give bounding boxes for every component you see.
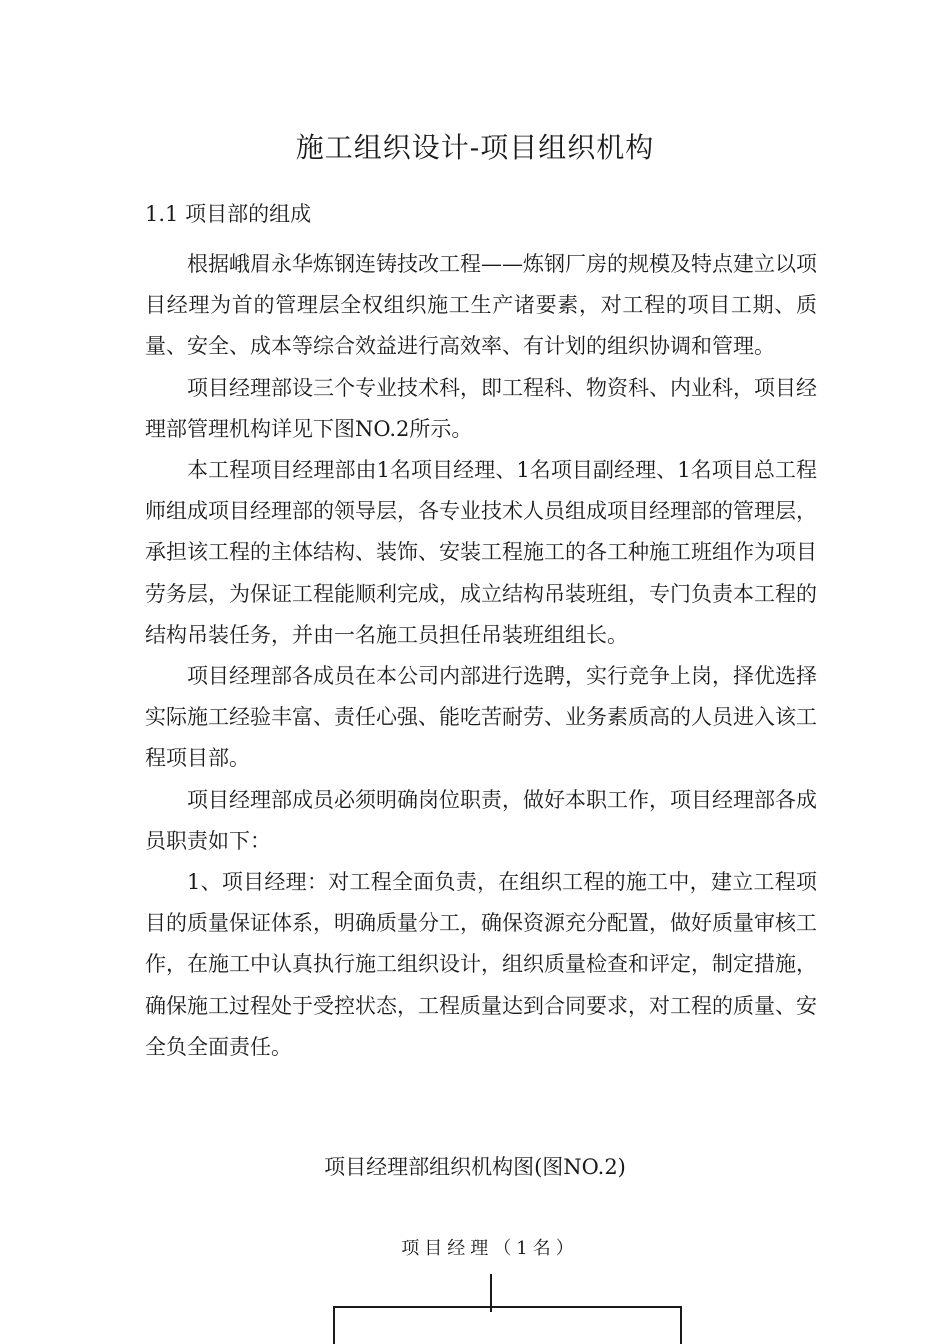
- paragraph-leadership: 本工程项目经理部由1名项目经理、1名项目副经理、1名项目总工程师组成项目经理部的领导层，各专业技术人员组成项目经理部的管理层，承担该工程的主体结构、装饰、安装工程施工的各工种施工班组作为项目劳务层，为保证工程能顺利完成，成立结构吊装班组，专门负责本工程的结构吊装任务，并由一名施工员担任吊装班组组长。: [145, 458, 817, 647]
- paragraph-duties-intro: 项目经理部成员必须明确岗位职责，做好本职工作，项目经理部各成员职责如下：: [145, 787, 817, 853]
- paragraph-project-manager-duty: 1、项目经理：对工程全面负责，在组织工程的施工中，建立工程项目的质量保证体系，明确质量分工，确保资源充分配置，做好质量审核工作，在施工中认真执行施工组织设计，组织质量检查和评定，制定措施，确保施工过程处于受控状态，工程质量达到合同要求，对工程的质量、安全负全面责任。: [145, 870, 817, 1059]
- org-node-project-manager: 项目经理（1名）: [401, 1238, 579, 1259]
- paragraph-intro: 根据峨眉永华炼钢连铸技改工程——炼钢厂房的规模及特点建立以项目经理为首的管理层全权组织施工生产诸要素，对工程的项目工期、质量、安全、成本等综合效益进行高效率、有计划的组织协调和管理。: [145, 252, 817, 359]
- org-connector-right-branch: [680, 1306, 682, 1344]
- paragraph-departments: 项目经理部设三个专业技术科，即工程科、物资科、内业科，项目经理部管理机构详见下图NO.2所示。: [145, 375, 817, 441]
- paragraph-selection: 项目经理部各成员在本公司内部进行选聘，实行竞争上岗，择优选择实际施工经验丰富、责任心强、能吃苦耐劳、业务素质高的人员进入该工程项目部。: [145, 664, 817, 771]
- org-connector-horizontal: [333, 1306, 682, 1308]
- page-title: 施工组织设计-项目组织机构: [295, 131, 655, 164]
- org-connector-left-branch: [333, 1306, 335, 1344]
- org-chart-caption: 项目经理部组织机构图(图NO.2): [324, 1155, 626, 1179]
- section-heading: 1.1 项目部的组成: [145, 202, 312, 226]
- body-text: [145, 244, 817, 1068]
